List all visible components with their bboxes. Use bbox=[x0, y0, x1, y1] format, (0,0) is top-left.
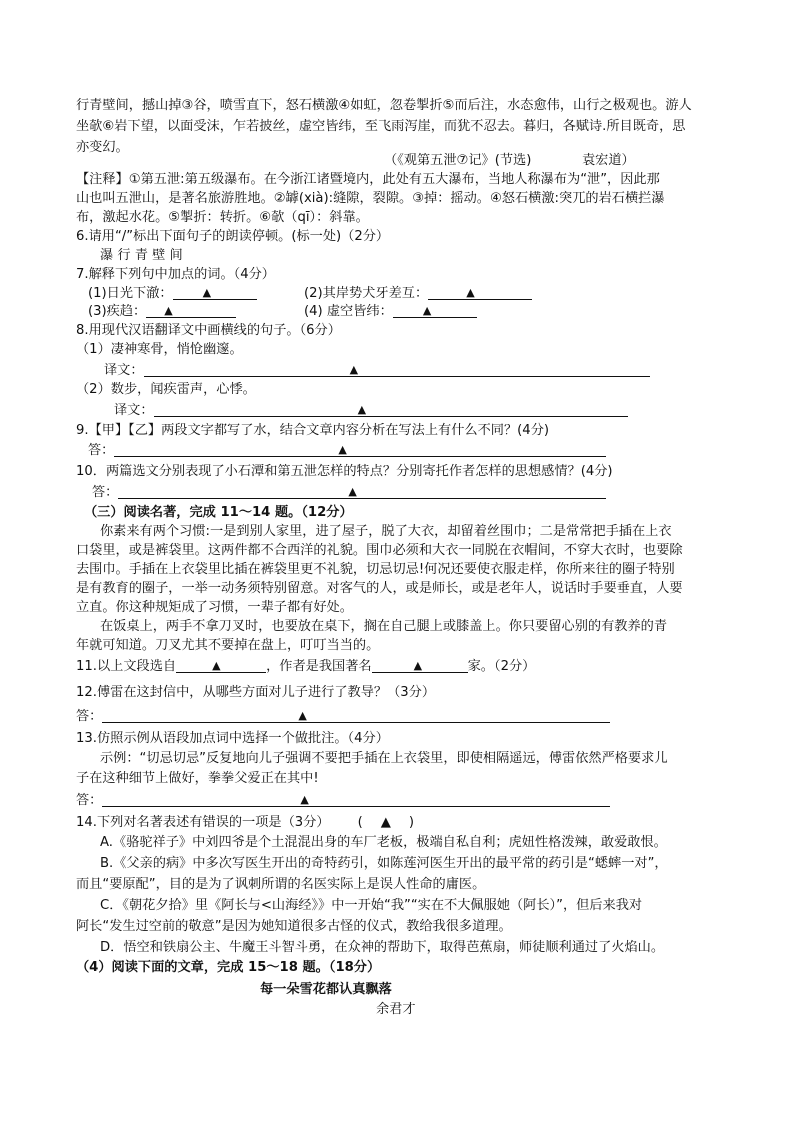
q13-example: 子在这种细节上做好，拳拳父爱正在其中! bbox=[76, 771, 319, 786]
q12-answer: 答： ▲ bbox=[76, 707, 610, 726]
q14-option-c: 阿长“发生过空前的敬意”是因为她知道很多古怪的仪式，教给我很多道理。 bbox=[76, 919, 512, 934]
note-line: 山也叫五泄山，是著名旅游胜地。②罅(xià):缝隙，裂隙。③掉：摇动。④怒石横激:突兀的岩石横拦瀑 bbox=[76, 191, 665, 206]
q7-item-3: (3)疾趋： ▲ bbox=[88, 302, 236, 321]
q6-sentence: 瀑 行 青 壁 间 bbox=[100, 248, 183, 263]
q13-prompt: 13.仿照示例从语段加点词中选择一个做批注。（4分） bbox=[76, 731, 389, 746]
answer-line[interactable]: ▲ bbox=[144, 361, 650, 377]
q7-item-1: (1)日光下澈： ▲ bbox=[88, 284, 257, 303]
answer-blank[interactable]: ▲ bbox=[428, 284, 532, 300]
q14-option-b: 而且“要原配”，目的是为了讽刺所谓的名医实际上是误人性命的庸医。 bbox=[76, 877, 486, 892]
note-line: 【注释】①第五泄:第五级瀑布。在今浙江诸暨境内，此处有五大瀑布，当地人称瀑布为“泄”，因此那 bbox=[76, 172, 660, 187]
section-4-heading: （4）阅读下面的文章，完成 15～18 题。（18分） bbox=[76, 960, 381, 975]
q14-option-d: D．悟空和铁扇公主、牛魔王斗智斗勇，在众神的帮助下，取得芭蕉扇，师徒顺利通过了火焰山。 bbox=[100, 940, 665, 955]
answer-blank[interactable]: ▲ bbox=[176, 657, 266, 673]
q14-prompt: 14.下列对名著表述有错误的一项是（3分） ( ▲ ) bbox=[76, 815, 415, 830]
q9-prompt: 9.【甲】【乙】两段文字都写了水，结合文章内容分析在写法上有什么不同？(4分) bbox=[76, 423, 550, 438]
answer-line[interactable]: ▲ bbox=[114, 441, 606, 457]
note-line: 布，激起水花。⑤掣折：转折。⑥欹（qī）：斜靠。 bbox=[76, 210, 369, 225]
article-author: 余君才 bbox=[376, 1002, 416, 1017]
passage-source: （《观第五泄⑦记》(节选) bbox=[384, 153, 532, 168]
q13-answer: 答： ▲ bbox=[76, 791, 610, 810]
answer-blank[interactable]: ▲ bbox=[146, 302, 236, 318]
answer-blank[interactable]: ▲ bbox=[393, 302, 477, 318]
q10-answer: 答： ▲ bbox=[92, 483, 606, 502]
q9-answer: 答： ▲ bbox=[88, 441, 606, 460]
q8-sentence-1: （1）凄神寒骨，悄怆幽邃。 bbox=[76, 342, 243, 357]
section-3-heading: （三）阅读名著，完成 11～14 题。（12分） bbox=[84, 505, 353, 520]
q12-prompt: 12.傅雷在这封信中，从哪些方面对儿子进行了教导？（3分） bbox=[76, 685, 436, 700]
q7-item-2: (2)其岸势犬牙差互： ▲ bbox=[304, 284, 532, 303]
answer-line[interactable]: ▲ bbox=[102, 791, 610, 807]
answer-triangle[interactable]: ▲ bbox=[380, 815, 391, 830]
q8-prompt: 8.用现代汉语翻译文中画横线的句子。（6分） bbox=[76, 323, 341, 338]
passage-line: 行青壁间，撼山掉③谷，喷雪直下，怒石横激④如虹，忽卷掣折⑤而后注，水态愈伟，山行之极观也。游人 bbox=[76, 98, 692, 113]
answer-line[interactable]: ▲ bbox=[102, 707, 610, 723]
passage-line: 亦变幻。 bbox=[76, 140, 129, 155]
answer-line[interactable]: ▲ bbox=[118, 483, 606, 499]
q13-example: 示例：“切忌切忌”反复地向儿子强调不要把手插在上衣袋里，即使相隔遥远，傅雷依然严格要求儿 bbox=[100, 751, 668, 766]
passage-author: 袁宏道） bbox=[582, 153, 635, 168]
q14-option-a: A.《骆驼祥子》中刘四爷是个土混混出身的车厂老板，极端自私自利；虎妞性格泼辣，敢爱敢恨。 bbox=[100, 835, 667, 850]
excerpt-line: 立直。你这种规矩成了习惯，一辈子都有好处。 bbox=[76, 600, 353, 615]
answer-line[interactable]: ▲ bbox=[154, 401, 628, 417]
excerpt-line: 年就可知道。刀叉尤其不要掉在盘上，叮叮当当的。 bbox=[76, 638, 380, 653]
q7-prompt: 7.解释下列句中加点的词。（4分） bbox=[76, 267, 275, 282]
q8-answer-1: 译文： ▲ bbox=[104, 361, 650, 380]
answer-blank[interactable]: ▲ bbox=[173, 284, 257, 300]
q8-sentence-2: （2）数步，闻疾雷声，心悸。 bbox=[76, 382, 256, 397]
q14-option-b: B.《父亲的病》中多次写医生开出的奇特药引，如陈莲河医生开出的最平常的药引是“蟋蟀一对”， bbox=[100, 856, 668, 871]
q10-prompt: 10．两篇选文分别表现了小石潭和第五泄怎样的特点？分别寄托作者怎样的思想感情？(4分) bbox=[76, 464, 613, 479]
excerpt-line: 是有教育的圈子，一举一动务须特别留意。对客气的人，或是师长，或是老年人，说话时手要垂直，人要 bbox=[76, 581, 683, 596]
answer-blank[interactable]: ▲ bbox=[372, 657, 468, 673]
article-title: 每一朵雪花都认真飘落 bbox=[260, 982, 392, 997]
excerpt-line: 在饭桌上，两手不拿刀叉时，也要放在桌下，搁在自己腿上或膝盖上。你只要留心别的有教养的青 bbox=[100, 619, 668, 634]
excerpt-line: 去围巾。手插在上衣袋里比插在裤袋里更不礼貌，切忌切忌!何况还要使衣服走样，你所来往的圈子特别 bbox=[76, 562, 675, 577]
q6-prompt: 6.请用“/”标出下面句子的朗读停顿。(标一处)（2分） bbox=[76, 229, 390, 244]
q7-item-4: (4) 虚空皆纬： ▲ bbox=[304, 302, 477, 321]
excerpt-line: 你素来有两个习惯:一是到别人家里，进了屋子，脱了大衣，却留着丝围巾；二是常常把手插在上衣 bbox=[100, 524, 672, 539]
passage-line: 坐欹⑥岩下望，以面受沫，乍若披丝，虚空皆纬，至飞雨泻崖，而犹不忍去。暮归，各赋诗.所目既奇，思 bbox=[76, 119, 686, 134]
q11: 11.以上文段选自 ▲ ，作者是我国著名 ▲ 家。（2分） bbox=[76, 659, 536, 674]
q14-option-c: C．《朝花夕拾》里《阿长与<山海经》》中一开始“我”“实在不大佩服她（阿长）”，但后来我对 bbox=[100, 898, 643, 913]
q8-answer-2: 译文： ▲ bbox=[114, 401, 628, 420]
excerpt-line: 口袋里，或是裤袋里。这两件都不合西洋的礼貌。围巾必须和大衣一同脱在衣帽间，不穿大衣时，也要除 bbox=[76, 543, 683, 558]
